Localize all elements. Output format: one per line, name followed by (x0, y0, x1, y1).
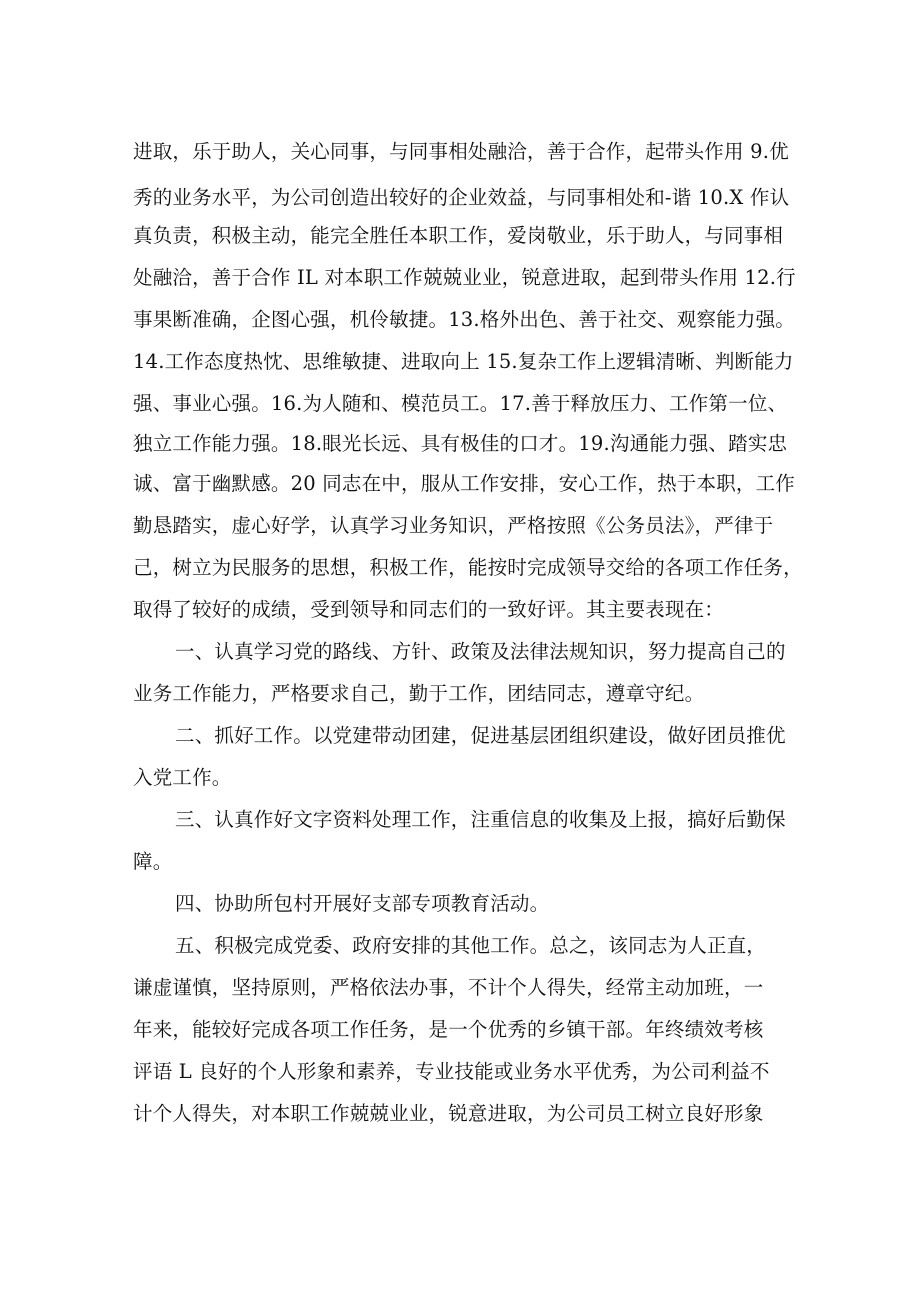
text-line: 三、认真作好文字资料处理工作，注重信息的收集及上报，搞好后勤保 (175, 808, 786, 831)
text-line: 二、抓好工作。以党建带动团建，促进基层团组织建设，做好团员推优 (175, 724, 786, 747)
text-line: 一、认真学习党的路线、方针、政策及法律法规知识，努力提高自己的 (175, 640, 786, 663)
text-line: 计个人得失，对本职工作兢兢业业，锐意进取，为公司员工树立良好形象 (133, 1102, 764, 1125)
text-line: 秀的业务水平，为公司创造出较好的企业效益，与同事相处和-谐 10.X 作认 (133, 186, 790, 209)
text-line: 独立工作能力强。18.眼光长远、具有极佳的口才。19.沟通能力强、踏实忠 (133, 432, 788, 455)
text-line: 勤恳踏实，虚心好学，认真学习业务知识，严格按照《公务员法》，严律于 (133, 514, 774, 537)
text-line: 事果断准确，企图心强，机伶敏捷。13.格外出色、善于社交、观察能力强。 (133, 308, 796, 331)
text-line: 诚、富于幽默感。20 同志在中，服从工作安排，安心工作，热于本职，工作 (133, 472, 796, 495)
text-line: 谦虚谨慎，坚持原则，严格依法办事，不计个人得失，经常主动加班，一 (133, 976, 764, 999)
text-line: 己，树立为民服务的思想，积极工作，能按时完成领导交给的各项工作任务， (133, 556, 803, 579)
text-line: 取得了较好的成绩，受到领导和同志们的一致好评。其主要表现在： (133, 598, 725, 621)
text-line: 业务工作能力，严格要求自己，勤于工作，团结同志，遵章守纪。 (133, 682, 705, 705)
text-line: 年来，能较好完成各项工作任务，是一个优秀的乡镇干部。年终绩效考核 (133, 1018, 764, 1041)
text-line: 入党工作。 (133, 766, 232, 789)
text-line: 14.工作态度热忱、思维敏捷、进取向上 15.复杂工作上逻辑清晰、判断能力 (133, 350, 794, 373)
text-line: 进取，乐于助人，关心同事，与同事相处融洽，善于合作，起带头作用 9.优 (133, 140, 789, 163)
text-line: 处融洽，善于合作 IL 对本职工作兢兢业业，锐意进取，起到带头作用 12.行 (133, 266, 796, 289)
text-line: 四、协助所包村开展好支部专项教育活动。 (175, 892, 550, 915)
text-line: 五、积极完成党委、政府安排的其他工作。总之，该同志为人正直， (175, 934, 767, 957)
text-line: 强、事业心强。16.为人随和、模范员工。17.善于释放压力、工作第一位、 (133, 392, 788, 415)
text-line: 评语 L 良好的个人形象和素养，专业技能或业务水平优秀，为公司利益不 (133, 1060, 770, 1083)
text-line: 障。 (133, 850, 173, 873)
text-line: 真负责，积极主动，能完全胜任本职工作，爱岗敬业，乐于助人，与同事相 (133, 224, 784, 247)
